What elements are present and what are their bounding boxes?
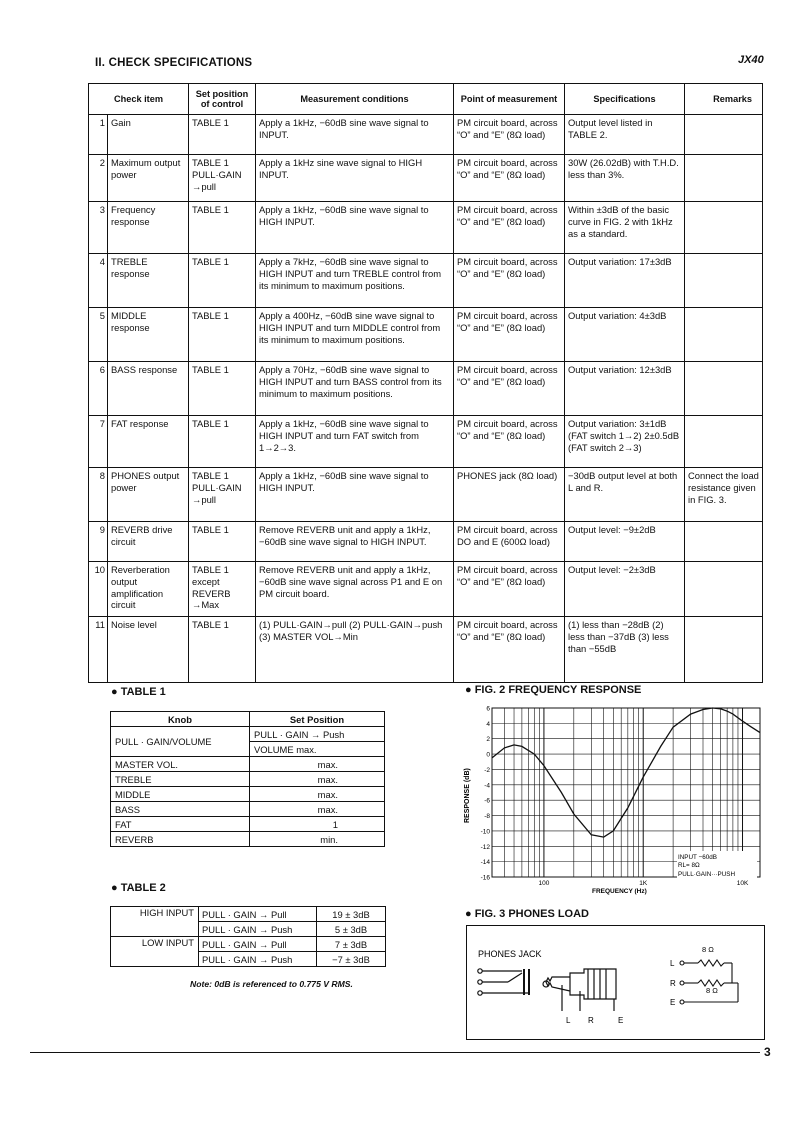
spec-cell-point: PM circuit board, across “O” and “E” (8Ω load) <box>454 202 565 254</box>
fig2-ytick-label: -6 <box>484 797 490 805</box>
header-check-item: Check item <box>89 84 189 115</box>
spec-cell-spec: Output level: −9±2dB <box>565 522 685 562</box>
spec-cell-point: PM circuit board, across “O” and “E” (8Ω load) <box>454 562 565 617</box>
spec-cell-item: TREBLE response <box>108 254 189 308</box>
spec-cell-cond: Apply a 1kHz, −60dB sine wave signal to HIGH INPUT. <box>256 202 454 254</box>
spec-cell-no: 7 <box>89 416 108 468</box>
fig2-ytick-label: -14 <box>480 859 490 867</box>
spec-row <box>89 115 763 155</box>
spec-cell-set: TABLE 1 <box>189 115 256 155</box>
fig2-ytick-label: 6 <box>486 705 490 713</box>
spec-cell-point: PM circuit board, across “O” and “E” (8Ω load) <box>454 155 565 202</box>
phones-load-diagram <box>466 925 766 1041</box>
spec-cell-item: Reverberation output amplification circuit <box>108 562 189 617</box>
table1-position: max. <box>250 802 385 817</box>
spec-cell-item: Gain <box>108 115 189 155</box>
spec-cell-cond: Apply a 400Hz, −60dB sine wave signal to HIGH INPUT and turn MIDDLE control from its minimum to maximum positions. <box>256 308 454 362</box>
table2-value: −7 ± 3dB <box>317 952 386 967</box>
table1-knob: BASS <box>111 802 250 817</box>
spec-cell-remarks <box>685 155 763 202</box>
spec-cell-point: PM circuit board, across “O” and “E” (8Ω load) <box>454 362 565 416</box>
spec-cell-remarks <box>685 362 763 416</box>
spec-cell-cond: Apply a 1kHz sine wave signal to HIGH INPUT. <box>256 155 454 202</box>
spec-cell-remarks <box>685 254 763 308</box>
spec-cell-no: 4 <box>89 254 108 308</box>
table1-knob: FAT <box>111 817 250 832</box>
fig2-xtick-label: 100 <box>538 880 550 887</box>
fig2-ylabel: RESPONSE (dB) <box>464 768 471 823</box>
load-resistor-label: 8 Ω <box>706 986 718 995</box>
table2-value: 7 ± 3dB <box>317 937 386 952</box>
spec-cell-point: PM circuit board, across “O” and “E” (8Ω load) <box>454 254 565 308</box>
table2-cond: PULL · GAIN → Push <box>199 922 317 937</box>
table1-row <box>111 772 385 787</box>
spec-cell-cond: Remove REVERB unit and apply a 1kHz, −60dB sine wave signal across P1 and E on PM circuit board. <box>256 562 454 617</box>
plug-symbol <box>543 969 616 1011</box>
fig2-xtick-label: 10K <box>736 880 749 887</box>
table1-knob: MASTER VOL. <box>111 757 250 772</box>
spec-cell-no: 2 <box>89 155 108 202</box>
table1-knob: TREBLE <box>111 772 250 787</box>
fig3-title: ● FIG. 3 PHONES LOAD <box>465 908 589 920</box>
spec-cell-no: 5 <box>89 308 108 362</box>
table2-value: 19 ± 3dB <box>317 907 386 922</box>
spec-cell-cond: Remove REVERB unit and apply a 1kHz, −60dB sine wave signal to HIGH INPUT. <box>256 522 454 562</box>
load-network <box>680 960 738 1004</box>
fig2-title: ● FIG. 2 FREQUENCY RESPONSE <box>465 684 642 696</box>
table1-row <box>111 757 385 772</box>
spec-row <box>89 254 763 308</box>
spec-row <box>89 468 763 522</box>
spec-cell-item: Frequency response <box>108 202 189 254</box>
spec-cell-no: 1 <box>89 115 108 155</box>
spec-cell-set: TABLE 1 except REVERB →Max <box>189 562 256 617</box>
table1 <box>110 711 385 847</box>
spec-cell-item: Maximum output power <box>108 155 189 202</box>
table1-row <box>111 787 385 802</box>
spec-cell-item: REVERB drive circuit <box>108 522 189 562</box>
spec-cell-point: PM circuit board, across “O” and “E” (8Ω load) <box>454 308 565 362</box>
spec-cell-spec: Output level listed in TABLE 2. <box>565 115 685 155</box>
table2-low-input: LOW INPUT <box>111 937 199 967</box>
spec-cell-item: Noise level <box>108 617 189 683</box>
table1-position: 1 <box>250 817 385 832</box>
table1-volume-max: VOLUME max. <box>250 742 385 757</box>
table1-pull-gain-push: PULL · GAIN → Push <box>250 727 385 742</box>
spec-cell-point: PM circuit board, across “O” and “E” (8Ω load) <box>454 115 565 155</box>
spec-cell-item: FAT response <box>108 416 189 468</box>
table1-header-set-position: Set Position <box>250 712 385 727</box>
table1-row <box>111 802 385 817</box>
footer-rule <box>30 1052 760 1053</box>
table1-pull-gain-volume: PULL · GAIN/VOLUME <box>111 727 250 757</box>
table1-row <box>111 832 385 847</box>
fig2-ytick-label: -10 <box>480 828 490 836</box>
spec-cell-remarks <box>685 617 763 683</box>
spec-cell-set: TABLE 1 <box>189 202 256 254</box>
page-number: 3 <box>764 1045 771 1059</box>
section-title: II. CHECK SPECIFICATIONS <box>95 57 253 69</box>
spec-cell-item: PHONES output power <box>108 468 189 522</box>
header-set-position: Set position of control <box>189 84 256 115</box>
spec-cell-cond: Apply a 1kHz, −60dB sine wave signal to INPUT. <box>256 115 454 155</box>
spec-cell-cond: Apply a 1kHz, −60dB sine wave signal to HIGH INPUT. <box>256 468 454 522</box>
spec-cell-point: PM circuit board, across DO and E (600Ω load) <box>454 522 565 562</box>
spec-cell-item: BASS response <box>108 362 189 416</box>
table1-row <box>111 817 385 832</box>
table2 <box>110 906 386 967</box>
spec-row <box>89 308 763 362</box>
table1-title: ● TABLE 1 <box>111 686 166 698</box>
spec-cell-cond: (1) PULL·GAIN→pull (2) PULL·GAIN→push (3) MASTER VOL→Min <box>256 617 454 683</box>
table2-high-input: HIGH INPUT <box>111 907 199 937</box>
spec-cell-set: TABLE 1 <box>189 416 256 468</box>
phones-jack-label: PHONES JACK <box>478 949 542 959</box>
table1-position: min. <box>250 832 385 847</box>
table1-knob: REVERB <box>111 832 250 847</box>
table1-knob: MIDDLE <box>111 787 250 802</box>
fig2-xtick-label: 1K <box>639 880 648 887</box>
check-spec-table <box>88 83 763 683</box>
spec-cell-cond: Apply a 70Hz, −60dB sine wave signal to HIGH INPUT and turn BASS control from its minimum to maximum positions. <box>256 362 454 416</box>
spec-cell-no: 11 <box>89 617 108 683</box>
table1-header-knob: Knob <box>111 712 250 727</box>
fig2-ytick-label: 4 <box>486 720 490 728</box>
plug-pin-label: R <box>588 1016 594 1025</box>
spec-cell-spec: Output level: −2±3dB <box>565 562 685 617</box>
load-terminal-label: R <box>670 979 676 988</box>
table2-cond: PULL · GAIN → Pull <box>199 937 317 952</box>
spec-cell-spec: −30dB output level at both L and R. <box>565 468 685 522</box>
spec-cell-point: PM circuit board, across “O” and “E” (8Ω load) <box>454 617 565 683</box>
spec-cell-point: PHONES jack (8Ω load) <box>454 468 565 522</box>
spec-cell-no: 8 <box>89 468 108 522</box>
fig2-legend-line: RL= 8Ω <box>678 862 700 869</box>
plug-pin-label: L <box>566 1016 571 1025</box>
spec-cell-set: TABLE 1 PULL·GAIN →pull <box>189 155 256 202</box>
spec-cell-remarks <box>685 115 763 155</box>
spec-cell-remarks: Connect the load resistance given in FIG. 3. <box>685 468 763 522</box>
spec-cell-set: TABLE 1 <box>189 362 256 416</box>
spec-row <box>89 362 763 416</box>
spec-row <box>89 416 763 468</box>
header-measurement-conditions: Measurement conditions <box>256 84 454 115</box>
spec-cell-set: TABLE 1 <box>189 308 256 362</box>
jack-symbol <box>478 969 529 995</box>
header-specifications: Specifications <box>565 84 685 115</box>
fig2-ytick-label: -2 <box>484 766 490 774</box>
table1-position: max. <box>250 787 385 802</box>
spec-cell-no: 6 <box>89 362 108 416</box>
spec-cell-no: 10 <box>89 562 108 617</box>
fig2-ytick-label: -4 <box>484 782 490 790</box>
spec-cell-spec: Within ±3dB of the basic curve in FIG. 2 with 1kHz as a standard. <box>565 202 685 254</box>
table2-title: ● TABLE 2 <box>111 882 166 894</box>
spec-cell-set: TABLE 1 <box>189 522 256 562</box>
model-label: JX40 <box>738 54 764 66</box>
spec-cell-no: 3 <box>89 202 108 254</box>
spec-cell-item: MIDDLE response <box>108 308 189 362</box>
table2-cond: PULL · GAIN → Push <box>199 952 317 967</box>
spec-row <box>89 617 763 683</box>
header-point-of-measurement: Point of measurement <box>454 84 565 115</box>
header-remarks: Remarks <box>685 84 763 115</box>
spec-cell-remarks <box>685 416 763 468</box>
spec-cell-set: TABLE 1 <box>189 254 256 308</box>
spec-cell-spec: Output variation: 4±3dB <box>565 308 685 362</box>
table1-position: max. <box>250 772 385 787</box>
spec-cell-set: TABLE 1 PULL·GAIN →pull <box>189 468 256 522</box>
fig2-xlabel: FREQUENCY (Hz) <box>592 888 647 895</box>
table2-cond: PULL · GAIN → Pull <box>199 907 317 922</box>
fig2-legend-line: INPUT −60dB <box>678 854 717 861</box>
fig2-ytick-label: 0 <box>486 751 490 759</box>
spec-cell-spec: 30W (26.02dB) with T.H.D. less than 3%. <box>565 155 685 202</box>
spec-row <box>89 522 763 562</box>
plug-pin-label: E <box>618 1016 624 1025</box>
spec-row <box>89 562 763 617</box>
spec-cell-remarks <box>685 308 763 362</box>
fig2-legend-line: PULL·GAIN···PUSH <box>678 871 736 878</box>
fig2-ytick-label: -16 <box>480 874 490 882</box>
table1-position: max. <box>250 757 385 772</box>
spec-cell-cond: Apply a 7kHz, −60dB sine wave signal to HIGH INPUT and turn TREBLE control from its minimum to maximum positions. <box>256 254 454 308</box>
spec-cell-spec: Output variation: 3±1dB (FAT switch 1→2) 2±0.5dB (FAT switch 2→3) <box>565 416 685 468</box>
fig2-ytick-label: -12 <box>480 843 490 851</box>
load-terminal-label: E <box>670 998 676 1007</box>
spec-cell-spec: Output variation: 12±3dB <box>565 362 685 416</box>
fig2-ytick-label: -8 <box>484 813 490 821</box>
frequency-response-curve <box>492 708 760 837</box>
table2-note: Note: 0dB is referenced to 0.775 V RMS. <box>190 979 353 989</box>
spec-cell-spec: (1) less than −28dB (2) less than −37dB (3) less than −55dB <box>565 617 685 683</box>
spec-cell-remarks <box>685 202 763 254</box>
spec-row <box>89 155 763 202</box>
spec-cell-remarks <box>685 522 763 562</box>
spec-cell-no: 9 <box>89 522 108 562</box>
spec-cell-set: TABLE 1 <box>189 617 256 683</box>
frequency-response-chart <box>455 700 775 900</box>
spec-cell-remarks <box>685 562 763 617</box>
table2-value: 5 ± 3dB <box>317 922 386 937</box>
spec-cell-cond: Apply a 1kHz, −60dB sine wave signal to HIGH INPUT and turn FAT switch from 1→2→3. <box>256 416 454 468</box>
fig2-ytick-label: 2 <box>486 736 490 744</box>
spec-cell-point: PM circuit board, across “O” and “E” (8Ω load) <box>454 416 565 468</box>
load-resistor-label: 8 Ω <box>702 945 714 954</box>
load-terminal-label: L <box>670 959 675 968</box>
spec-cell-spec: Output variation: 17±3dB <box>565 254 685 308</box>
spec-row <box>89 202 763 254</box>
